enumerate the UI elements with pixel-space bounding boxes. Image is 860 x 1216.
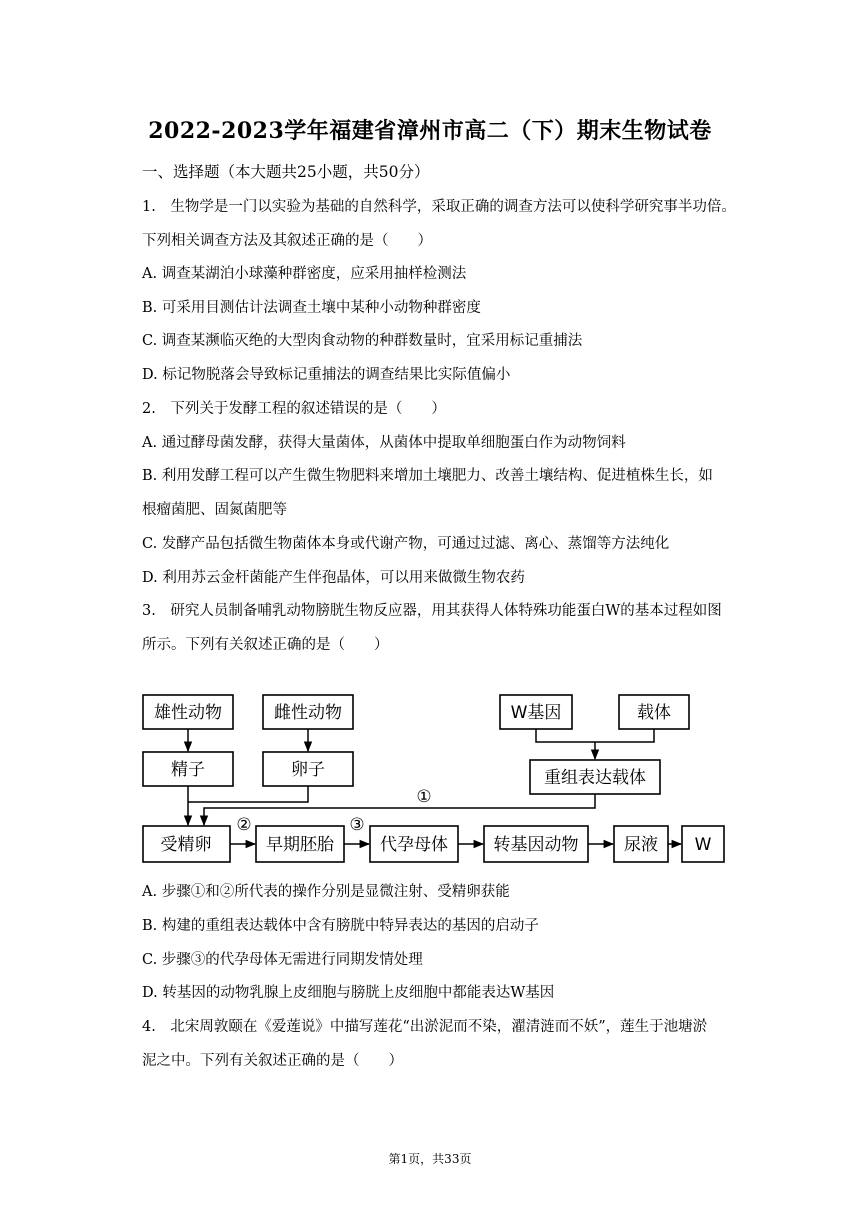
label-w-gene: W基因 bbox=[510, 703, 562, 723]
label-embryo: 早期胚胎 bbox=[266, 835, 334, 855]
question-2-option-d: D. 利用苏云金杆菌能产生伴孢晶体，可以用来做微生物农药 bbox=[142, 570, 525, 586]
question-1-stem-line-1: 1. 生物学是一门以实验为基础的自然科学，采取正确的调查方法可以使科学研究事半功倍。 bbox=[142, 199, 736, 215]
label-vector: 载体 bbox=[637, 703, 671, 723]
question-3-option-a: A. 步骤①和②所代表的操作分别是显微注射、受精卵获能 bbox=[142, 884, 510, 900]
question-2-option-c: C. 发酵产品包括微生物菌体本身或代谢产物，可通过过滤、离心、蒸馏等方法纯化 bbox=[142, 536, 670, 552]
label-female: 雌性动物 bbox=[274, 703, 342, 723]
page-footer: 第1页，共33页 bbox=[388, 1152, 472, 1166]
label-sperm: 精子 bbox=[171, 760, 205, 780]
bioreactor-process-diagram bbox=[138, 690, 728, 870]
question-2-option-b-line-1: B. 利用发酵工程可以产生微生物肥料来增加土壤肥力、改善土壤结构、促进植株生长，如 bbox=[142, 468, 713, 484]
label-egg: 卵子 bbox=[291, 760, 325, 780]
question-3-option-d: D. 转基因的动物乳腺上皮细胞与膀胱上皮细胞中都能表达W基因 bbox=[142, 985, 555, 1001]
question-1-option-a: A. 调查某湖泊小球藻种群密度，应采用抽样检测法 bbox=[142, 266, 467, 282]
label-male: 雄性动物 bbox=[154, 703, 222, 723]
question-1-stem-line-2: 下列相关调查方法及其叙述正确的是（ ） bbox=[142, 233, 432, 249]
step-3-label: ③ bbox=[349, 815, 365, 835]
question-1-option-c: C. 调查某濒临灭绝的大型肉食动物的种群数量时，宜采用标记重捕法 bbox=[142, 333, 583, 349]
question-1-option-d: D. 标记物脱落会导致标记重捕法的调查结果比实际值偏小 bbox=[142, 367, 511, 383]
label-zygote: 受精卵 bbox=[160, 835, 212, 855]
question-3-option-c: C. 步骤③的代孕母体无需进行同期发情处理 bbox=[142, 952, 423, 968]
question-1-option-b: B. 可采用目测估计法调查土壤中某种小动物种群密度 bbox=[142, 300, 481, 316]
connector-gene-vector bbox=[536, 729, 654, 742]
arrow-step-1 bbox=[204, 794, 595, 825]
question-3-stem-line-2: 所示。下列有关叙述正确的是（ ） bbox=[142, 637, 389, 653]
label-w: W bbox=[694, 835, 712, 855]
question-4-stem-line-1: 4. 北宋周敦颐在《爱莲说》中描写莲花“出淤泥而不染，濯清涟而不妖”，莲生于池塘淤 bbox=[142, 1019, 708, 1035]
connector-egg-zygote bbox=[188, 786, 308, 802]
label-transgenic: 转基因动物 bbox=[493, 835, 579, 855]
label-urine: 尿液 bbox=[624, 835, 658, 855]
label-surrogate: 代孕母体 bbox=[380, 835, 448, 855]
step-2-label: ② bbox=[236, 815, 252, 835]
question-4-stem-line-2: 泥之中。下列有关叙述正确的是（ ） bbox=[142, 1053, 403, 1069]
question-2-stem: 2. 下列关于发酵工程的叙述错误的是（ ） bbox=[142, 401, 446, 417]
question-3-stem-line-1: 3. 研究人员制备哺乳动物膀胱生物反应器，用其获得人体特殊功能蛋白W的基本过程如图 bbox=[142, 603, 722, 619]
section-heading: 一、选择题（本大题共25小题，共50分） bbox=[142, 163, 430, 181]
label-recombinant: 重组表达载体 bbox=[544, 768, 646, 788]
question-2-option-b-line-2: 根瘤菌肥、固氮菌肥等 bbox=[142, 502, 287, 518]
step-1-label: ① bbox=[416, 787, 432, 807]
question-3-option-b: B. 构建的重组表达载体中含有膀胱中特异表达的基因的启动子 bbox=[142, 918, 539, 934]
page-title: 2022-2023学年福建省漳州市高二（下）期末生物试卷 bbox=[148, 118, 712, 144]
question-2-option-a: A. 通过酵母菌发酵，获得大量菌体，从菌体中提取单细胞蛋白作为动物饲料 bbox=[142, 435, 626, 451]
